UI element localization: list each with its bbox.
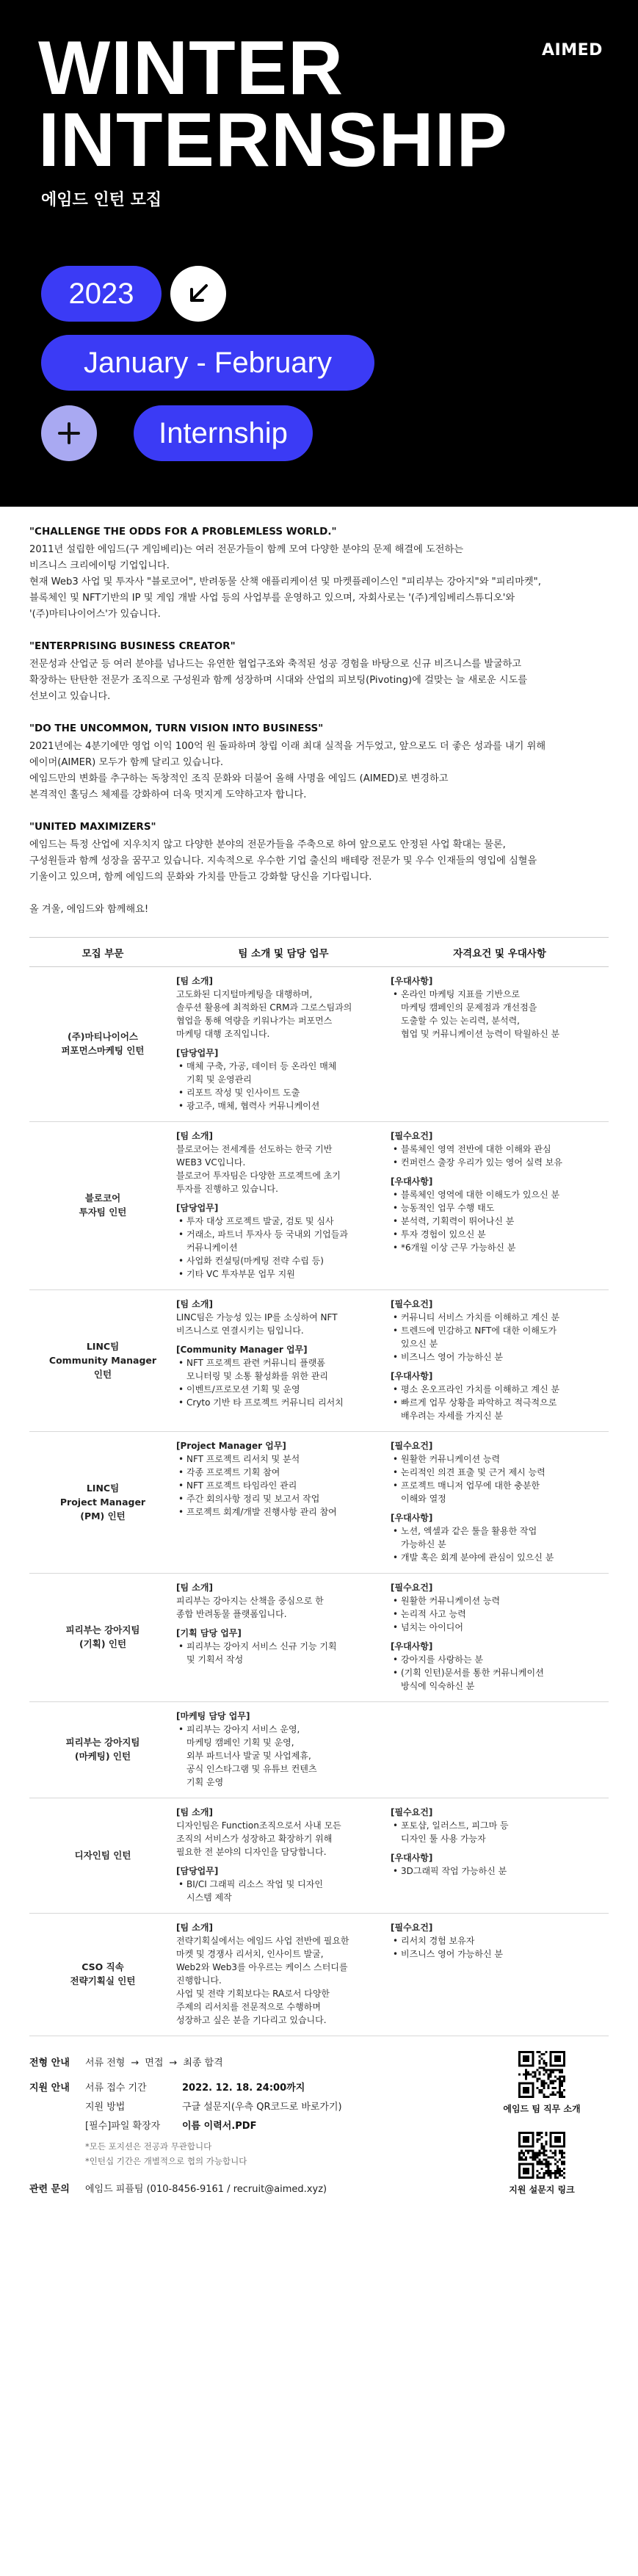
cell-text: 협업을 통해 역량을 키워나가는 퍼포먼스: [176, 1016, 333, 1026]
cell-text: 성장하고 싶은 분을 기다리고 있습니다.: [176, 2015, 327, 2025]
contact-value[interactable]: 에임드 피플팀 (010-8456-9161 / recruit@aimed.xyz): [85, 2184, 327, 2195]
dept-cell: [29, 1122, 176, 1290]
cell-text: LINC팀은 가능성 있는 IP를 소싱하여 NFT: [176, 1312, 338, 1323]
team-cell: [176, 967, 391, 1122]
cell-text: 마케팅 대행 조직입니다.: [176, 1029, 270, 1039]
intro-line: 구성원들과 함께 성장을 꿈꾸고 있습니다. 지속적으로 우수한 기업 출신의 배테랑 전문가 및 우수 인재들의 영입에 심혈을: [29, 855, 537, 866]
list-item: • 블록체인 영역 전반에 대한 이해와 관심: [391, 1143, 609, 1156]
apply-label: [29, 2117, 85, 2136]
cell-heading: [마케팅 담당 업무]: [176, 1711, 250, 1721]
intro-line: 2011년 설립한 에임드(구 게임베리)는 여러 전문가들이 함께 모여 다양한 분야의 문제 해결에 도전하는: [29, 544, 463, 555]
qr-label-team-intro: 에임드 팀 직무 소개: [503, 2104, 581, 2114]
cell-text: 피리부는 강아지는 산책을 중심으로 한: [176, 1596, 324, 1606]
list-item: • 블록체인 영역에 대한 이해도가 있으신 분: [391, 1188, 609, 1201]
cell-heading: [팀 소개]: [176, 1582, 213, 1593]
table-row: [29, 1290, 609, 1432]
cell-heading: [우대사항]: [391, 1853, 433, 1863]
list-item: • 비즈니스 영어 가능하신 분: [391, 1350, 609, 1364]
apply-value: 이름 이력서.PDF: [182, 2121, 257, 2132]
intro-line: 확장하는 탄탄한 전문가 조직으로 구성원과 함께 성장하며 시대와 산업의 피보팅(Pivoting)에 걸맞는 늘 새로운 시도를: [29, 675, 528, 686]
cell-list: [391, 1864, 609, 1878]
note-1: *모든 포지션은 전공과 무관합니다: [85, 2141, 212, 2152]
cell-heading: [우대사항]: [391, 1641, 433, 1651]
cell-text: 블로코어는 전세계를 선도하는 한국 기반: [176, 1144, 333, 1154]
hero-title: [38, 26, 508, 183]
cell-heading: [기획 담당 업무]: [176, 1628, 242, 1638]
dept-cell: [29, 1290, 176, 1432]
dept-name: 투자팀 인턴: [79, 1206, 127, 1218]
apply-label: 지원 안내: [29, 2083, 70, 2094]
dept-name: 블로코어: [84, 1193, 121, 1204]
list-item: 기획 및 운영관리: [186, 1074, 252, 1085]
intro-line: 2021년에는 4분기에만 영업 이익 100억 원 돌파하며 창립 이래 최대 실적을 거두었고, 앞으로도 더 좋은 성과를 내기 위해: [29, 741, 546, 752]
list-item: • 평소 온오프라인 가치를 이해하고 계신 분: [391, 1383, 609, 1396]
list-item: • 3D그래픽 작업 가능하신 분: [391, 1864, 609, 1878]
list-item: • 광고주, 매체, 협력사 커뮤니케이션: [176, 1099, 391, 1112]
dept-name: 전략기획실 인턴: [70, 1975, 136, 1986]
requirements-cell: [391, 1432, 609, 1574]
cell-list: [391, 1311, 609, 1364]
apply-value: 구글 설문지(우측 QR코드로 바로가기): [182, 2102, 342, 2113]
intro-line: 기울이고 있으며, 함께 에임드의 문화와 가치를 만들고 강화할 당신을 기다립니다.: [29, 872, 372, 883]
dept-name: (주)마티나이어스: [68, 1031, 138, 1042]
intro-block: [29, 639, 609, 705]
table-row: [29, 1702, 609, 1798]
list-item: • 커뮤니티 서비스 가치를 이해하고 계신 분: [391, 1311, 609, 1324]
team-cell: [176, 1122, 391, 1290]
cell-heading: [우대사항]: [391, 1176, 433, 1187]
list-item: • 피리부는 강아지 서비스 신규 기능 기획: [176, 1640, 391, 1653]
cell-heading: [팀 소개]: [176, 1299, 213, 1309]
list-item: 시스템 제작: [186, 1892, 232, 1903]
cell-heading: [필수요건]: [391, 1807, 433, 1817]
list-item: 마케팅 캠페인 기획 및 운영,: [186, 1737, 294, 1748]
cell-list: [391, 1524, 609, 1564]
cell-text: 비즈니스로 연결시키는 팀입니다.: [176, 1325, 304, 1336]
list-item: 커뮤니케이션: [186, 1242, 238, 1253]
dept-name: 퍼포먼스마케팅 인턴: [61, 1045, 145, 1056]
cell-list: [176, 1060, 391, 1112]
cell-list: [391, 1819, 609, 1845]
list-item: • 매체 구축, 가공, 데이터 등 온라인 매체: [176, 1060, 391, 1073]
list-item: • 리포트 작성 및 인사이트 도출: [176, 1086, 391, 1099]
cell-heading: [필수요건]: [391, 1441, 433, 1451]
list-item: 이해와 열정: [401, 1494, 446, 1504]
list-item: 배우려는 자세를 가지신 분: [401, 1411, 503, 1421]
list-item: • 비즈니스 영어 가능하신 분: [391, 1947, 609, 1961]
cell-list: [391, 988, 609, 1041]
list-item: 협업 및 커뮤니케이션 능력이 탁월하신 분: [401, 1029, 560, 1039]
arrow-down-left-icon: [170, 266, 226, 322]
process-step: 최종 합격: [183, 2058, 223, 2069]
list-item: • 프로젝트 회계/개발 진행사항 관리 참여: [176, 1505, 391, 1519]
cell-list: [176, 1723, 391, 1789]
list-item: 기획 운영: [186, 1777, 224, 1787]
list-item: • NFT 프로젝트 관련 커뮤니티 플랫폼: [176, 1356, 391, 1370]
list-item: • 원활한 커뮤니케이션 능력: [391, 1594, 609, 1607]
dept-name: 피리부는 강아지팀: [65, 1737, 140, 1748]
list-item: 있으신 분: [401, 1339, 438, 1349]
qr-code-team-intro[interactable]: [518, 2051, 565, 2098]
hero-title-line2: INTERNSHIP: [38, 98, 508, 183]
process-label: 전형 안내: [29, 2058, 70, 2069]
list-item: 방식에 익숙하신 분: [401, 1681, 475, 1691]
cell-heading: [담당업무]: [176, 1866, 219, 1876]
table-row: [29, 967, 609, 1122]
list-item: 가능하신 분: [401, 1539, 446, 1549]
table-header-row: [29, 938, 609, 967]
cell-text: 필요한 전 분야의 디자인을 담당합니다.: [176, 1847, 327, 1857]
dept-name: (기획) 인턴: [79, 1638, 127, 1649]
dept-cell: [29, 1702, 176, 1798]
intro-heading: "UNITED MAXIMIZERS": [29, 821, 156, 833]
intro-block: [29, 721, 609, 803]
list-item: • 온라인 마케팅 지표를 기반으로: [391, 988, 609, 1001]
apply-key: [필수]파일 확장자: [85, 2121, 161, 2132]
intro-block: [29, 820, 609, 886]
qr-label-survey: 지원 설문지 링크: [509, 2185, 575, 2195]
intro-heading: "DO THE UNCOMMON, TURN VISION INTO BUSINESS": [29, 723, 324, 734]
requirements-cell: [391, 1914, 609, 2036]
list-item: • 포토샵, 일러스트, 피그마 등: [391, 1819, 609, 1832]
intro-line: 에임드는 특정 산업에 지우치지 않고 다양한 분야의 전문가들을 주축으로 하여 앞으로도 안정된 사업 확대는 물론,: [29, 839, 506, 850]
list-item: • 프로젝트 매니저 업무에 대한 충분한: [391, 1479, 609, 1492]
application-info: [0, 2036, 638, 2221]
arrow-right-icon: →: [131, 2058, 139, 2069]
dept-name: 인턴: [93, 1368, 112, 1380]
requirements-cell: [391, 967, 609, 1122]
cell-text: Web2와 Web3를 아우르는 케이스 스터디를: [176, 1962, 348, 1972]
list-item: • 원활한 커뮤니케이션 능력: [391, 1452, 609, 1466]
cell-heading: [담당업무]: [176, 1048, 219, 1058]
team-cell: [176, 1574, 391, 1702]
requirements-cell: [391, 1702, 609, 1798]
table-row: [29, 1914, 609, 2036]
cell-list: [391, 1143, 609, 1169]
cell-heading: [Project Manager 업무]: [176, 1441, 286, 1451]
intro-line: 본격적인 홀딩스 체제를 강화하여 더욱 멋지게 도약하고자 합니다.: [29, 789, 307, 800]
cell-text: WEB3 VC입니다.: [176, 1157, 246, 1168]
intro-line: 에임드만의 변화를 추구하는 독창적인 조직 문화와 더불어 올해 사명을 에임드 (AIMED)로 변경하고: [29, 773, 449, 784]
cell-text: 블로코어 투자팀은 다양한 프로젝트에 초기: [176, 1171, 341, 1181]
cell-list: [176, 1878, 391, 1904]
note-2: *인턴십 기간은 개별적으로 협의 가능합니다: [85, 2156, 247, 2166]
requirements-cell: [391, 1574, 609, 1702]
apply-key: 지원 방법: [85, 2102, 126, 2113]
arrow-right-icon: →: [169, 2058, 178, 2069]
intro-line: 블록체인 및 NFT기반의 IP 및 게임 개발 사업 등의 사업부를 운영하고 있으며, 자회사로는 '(주)게임베리스튜디오'와: [29, 593, 515, 604]
list-item: 모니터링 및 소통 활성화를 위한 관리: [186, 1371, 328, 1381]
dept-name: CSO 직속: [81, 1961, 124, 1972]
list-item: • 노션, 엑셀과 같은 툴을 활용한 작업: [391, 1524, 609, 1538]
intro-line: 선보이고 있습니다.: [29, 691, 111, 702]
cell-text: 투자를 진행하고 있습니다.: [176, 1184, 278, 1194]
cell-list: [176, 1215, 391, 1281]
list-item: • 사업화 컨설팅(마케팅 전략 수립 등): [176, 1254, 391, 1267]
cell-heading: [필수요건]: [391, 1299, 433, 1309]
dept-cell: [29, 967, 176, 1122]
list-item: • 기타 VC 투자부문 업무 지원: [176, 1267, 391, 1281]
cell-heading: [담당업무]: [176, 1203, 219, 1213]
dept-name: LINC팀: [86, 1340, 120, 1352]
list-item: • 능동적인 업무 수행 태도: [391, 1201, 609, 1215]
cell-heading: [필수요건]: [391, 1582, 433, 1593]
list-item: • 피리부는 강아지 서비스 운영,: [176, 1723, 391, 1736]
cell-heading: [팀 소개]: [176, 1922, 213, 1933]
list-item: 마케팅 캠페인의 문제점과 개선점을: [401, 1002, 537, 1013]
list-item: • (기획 인턴)문서를 통한 커뮤니케이션: [391, 1666, 609, 1679]
list-item: • 트렌드에 민감하고 NFT에 대한 이해도가: [391, 1324, 609, 1337]
team-cell: [176, 1432, 391, 1574]
cell-text: 전략기획실에서는 에임드 사업 전반에 필요한: [176, 1936, 349, 1946]
cell-text: 디자인팀은 Function조직으로서 사내 모든: [176, 1820, 341, 1831]
list-item: • 주간 회의사항 정리 및 보고서 작업: [176, 1492, 391, 1505]
dept-name: (마케팅) 인턴: [74, 1751, 131, 1762]
dept-cell: [29, 1574, 176, 1702]
dept-name: (PM) 인턴: [80, 1510, 126, 1522]
list-item: • NFT 프로젝트 타임라인 관리: [176, 1479, 391, 1492]
aimed-logo: AIMED: [542, 41, 603, 59]
team-cell: [176, 1702, 391, 1798]
list-item: • 개발 혹은 회계 분야에 관심이 있으신 분: [391, 1551, 609, 1564]
intro-heading: "CHALLENGE THE ODDS FOR A PROBLEMLESS WORLD.": [29, 526, 337, 538]
internship-pill: Internship: [134, 405, 313, 461]
plus-icon: [41, 405, 97, 461]
cell-heading: [필수요건]: [391, 1131, 433, 1141]
dept-cell: [29, 1798, 176, 1914]
list-item: • 강아지를 사랑하는 분: [391, 1653, 609, 1666]
cell-text: 조직의 서비스가 성장하고 확장하기 위해: [176, 1834, 333, 1844]
intro-line: 전문성과 산업군 등 여러 분야를 넘나드는 유연한 협업구조와 축적된 성공 경험을 바탕으로 신규 비즈니스를 발굴하고: [29, 659, 522, 670]
positions-table: [29, 937, 609, 2036]
list-item: • *6개월 이상 근무 가능하신 분: [391, 1241, 609, 1254]
closing-line: 올 겨울, 에임드와 함께해요!: [29, 904, 149, 915]
cell-text: 솔루션 활용에 최적화된 CRM과 그로스팀과의: [176, 1002, 352, 1013]
hero-subtitle: 에임드 인턴 모집: [41, 191, 162, 209]
team-cell: [176, 1290, 391, 1432]
list-item: • 이벤트/프로모션 기획 및 운영: [176, 1383, 391, 1396]
intro-line: 현재 Web3 사업 및 투자사 "블로코어", 반려동물 산책 애플리케이션 및 마켓플레이스인 "피리부는 강아지"와 "피리마켓",: [29, 576, 541, 587]
list-item: 디자인 툴 사용 가능자: [401, 1834, 486, 1844]
table-row: [29, 1432, 609, 1574]
process-step: 면접: [145, 2058, 164, 2069]
intro-line: '(주)마티나이어스'가 있습니다.: [29, 609, 161, 620]
cell-list: [391, 1452, 609, 1505]
list-item: • 분석력, 기획력이 뛰어나신 분: [391, 1215, 609, 1228]
cell-heading: [팀 소개]: [176, 1807, 213, 1817]
team-cell: [176, 1914, 391, 2036]
hero-title-line1: WINTER: [38, 26, 344, 111]
list-item: • NFT 프로젝트 리서치 및 분석: [176, 1452, 391, 1466]
header-req: 자격요건 및 우대사항: [391, 938, 609, 967]
list-item: • 빠르게 업무 상황을 파악하고 적극적으로: [391, 1396, 609, 1409]
cell-list: [391, 1594, 609, 1634]
list-item: • Cryto 기반 타 프로젝트 커뮤니티 리서치: [176, 1396, 391, 1409]
header-team: 팀 소개 및 담당 업무: [176, 938, 391, 967]
cell-text: 사업 및 전략 기획보다는 RA로서 다양한: [176, 1989, 330, 1999]
dept-name: Community Manager: [48, 1354, 157, 1366]
cell-text: 마켓 및 경쟁사 리서치, 인사이트 발굴,: [176, 1949, 324, 1959]
intro-line: 에이머(AIMER) 모두가 함께 달리고 있습니다.: [29, 757, 224, 768]
process-steps: [85, 2054, 223, 2073]
list-item: • 논리적 사고 능력: [391, 1607, 609, 1621]
contact-label: 관련 문의: [29, 2184, 70, 2195]
cell-heading: [필수요건]: [391, 1922, 433, 1933]
intro-line: 비즈니스 크리에이팅 기업입니다.: [29, 560, 170, 571]
list-item: • 컨퍼런스 출장 우리가 있는 영어 실력 보유: [391, 1156, 609, 1169]
cell-list: [391, 1188, 609, 1254]
list-item: • 거래소, 파트너 투자사 등 국내외 기업들과: [176, 1228, 391, 1241]
cell-text: 종합 반려동물 플랫폼입니다.: [176, 1609, 287, 1619]
cell-heading: [우대사항]: [391, 976, 433, 986]
team-cell: [176, 1798, 391, 1914]
list-item: • 넘치는 아이디어: [391, 1621, 609, 1634]
dept-name: Project Manager: [59, 1496, 146, 1508]
list-item: • 논리적인 의견 표출 및 근거 제시 능력: [391, 1466, 609, 1479]
dept-cell: [29, 1432, 176, 1574]
hero-banner: [0, 0, 638, 507]
company-intro: [0, 507, 638, 918]
months-pill: January - February: [41, 335, 374, 391]
list-item: • 투자 대상 프로젝트 발굴, 검토 및 심사: [176, 1215, 391, 1228]
cell-list: [391, 1383, 609, 1422]
dept-name: LINC팀: [86, 1482, 120, 1494]
year-pill: 2023: [41, 266, 162, 322]
table-row: [29, 1122, 609, 1290]
apply-key: 서류 접수 기간: [85, 2083, 147, 2094]
requirements-cell: [391, 1290, 609, 1432]
list-item: 외부 파트너사 발굴 및 사업제휴,: [186, 1751, 311, 1761]
cell-heading: [Community Manager 업무]: [176, 1345, 308, 1355]
process-step: 서류 전형: [85, 2058, 126, 2069]
list-item: • 각종 프로젝트 기획 참여: [176, 1466, 391, 1479]
cell-list: [176, 1640, 391, 1666]
requirements-cell: [391, 1122, 609, 1290]
list-item: 및 기획서 작성: [186, 1654, 244, 1665]
dept-name: 피리부는 강아지팀: [65, 1624, 140, 1635]
cell-heading: [우대사항]: [391, 1371, 433, 1381]
cell-list: [176, 1452, 391, 1519]
header-dept: 모집 부문: [29, 938, 176, 967]
list-item: • 리서치 경험 보유자: [391, 1934, 609, 1947]
table-row: [29, 1798, 609, 1914]
dept-name: 디자인팀 인턴: [74, 1849, 131, 1861]
cell-list: [391, 1934, 609, 1961]
qr-code-survey[interactable]: [518, 2132, 565, 2179]
intro-block: [29, 524, 609, 623]
cell-list: [176, 1356, 391, 1409]
cell-heading: [팀 소개]: [176, 1131, 213, 1141]
requirements-cell: [391, 1798, 609, 1914]
cell-text: 진행합니다.: [176, 1975, 222, 1986]
apply-label: [29, 2098, 85, 2117]
list-item: 도출할 수 있는 논리력, 분석력,: [401, 1016, 520, 1026]
cell-text: 주제의 리서치를 전문적으로 수행하며: [176, 2002, 321, 2012]
cell-list: [391, 1653, 609, 1693]
list-item: • BI/CI 그래픽 리소스 작업 및 디자인: [176, 1878, 391, 1891]
apply-value: 2022. 12. 18. 24:00까지: [182, 2083, 305, 2094]
list-item: 공식 인스타그램 및 유튜브 컨텐츠: [186, 1764, 317, 1774]
dept-cell: [29, 1914, 176, 2036]
list-item: • 투자 경험이 있으신 분: [391, 1228, 609, 1241]
cell-heading: [팀 소개]: [176, 976, 213, 986]
table-row: [29, 1574, 609, 1702]
intro-heading: "ENTERPRISING BUSINESS CREATOR": [29, 640, 236, 652]
cell-text: 고도화된 디지털마케팅을 대행하며,: [176, 989, 313, 999]
cell-heading: [우대사항]: [391, 1513, 433, 1523]
